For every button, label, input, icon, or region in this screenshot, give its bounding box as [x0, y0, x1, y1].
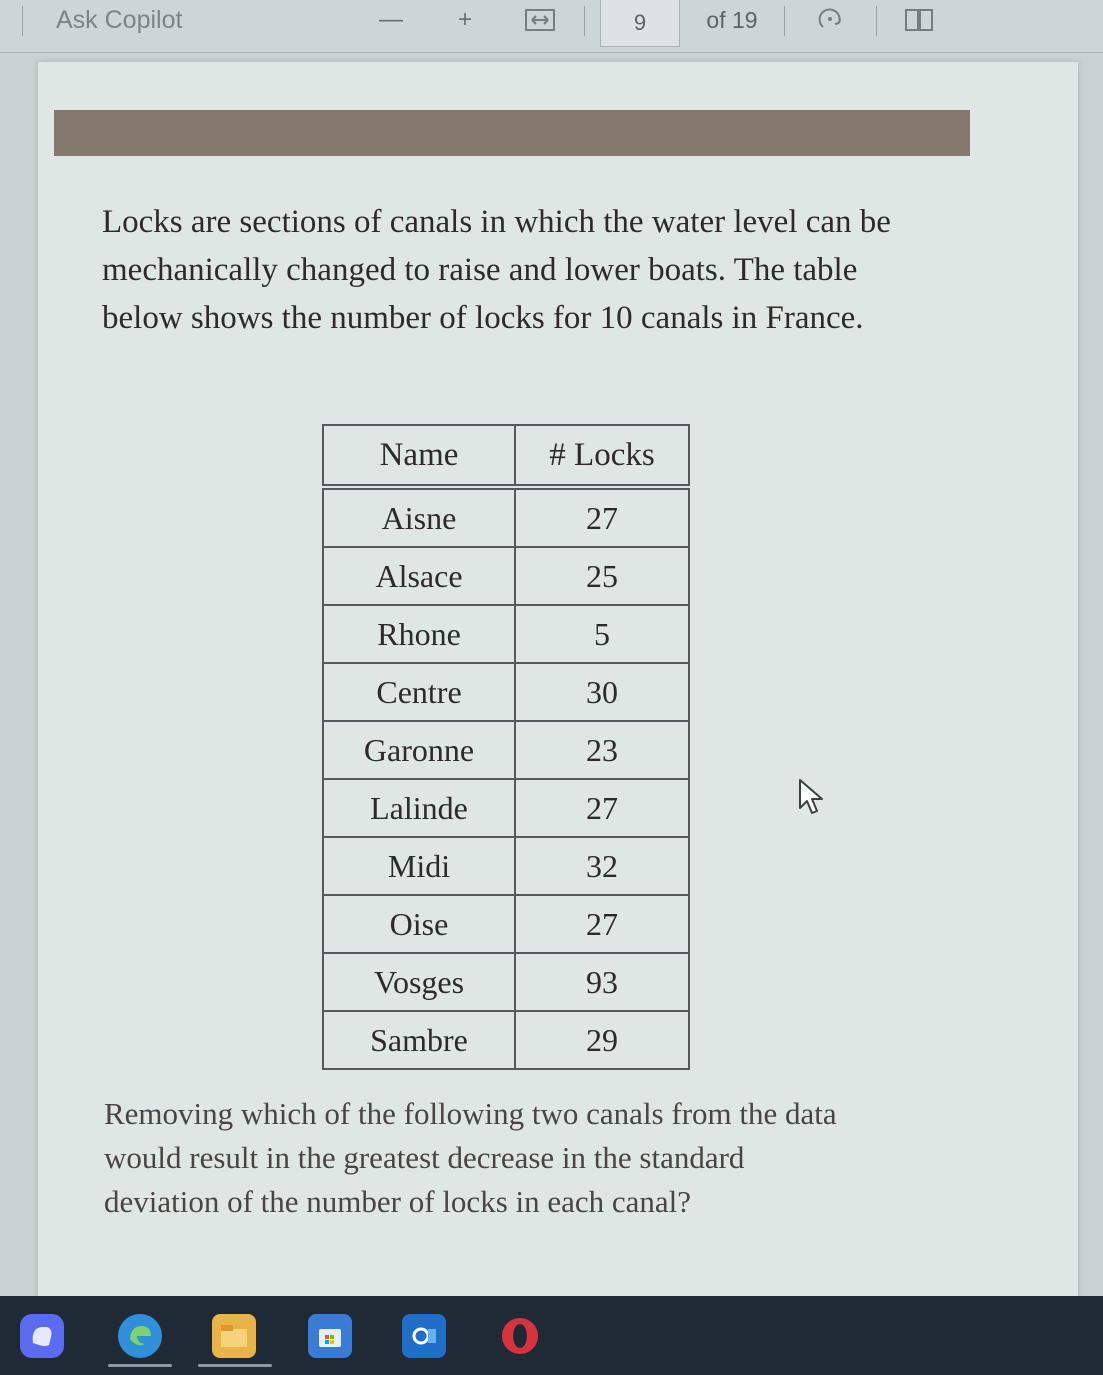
column-header-name: Name: [323, 425, 515, 487]
table-row: [323, 779, 689, 837]
table-row: [323, 663, 689, 721]
toolbar-divider: [584, 6, 585, 36]
toolbar-divider: [784, 6, 785, 36]
table-row: [323, 837, 689, 895]
zoom-out-button[interactable]: —: [379, 6, 403, 33]
column-header-locks: # Locks: [515, 425, 689, 487]
canal-name-cell: Midi: [323, 837, 515, 895]
canal-name-cell: Alsace: [323, 547, 515, 605]
header-banner: [54, 110, 970, 156]
active-app-indicator: [108, 1364, 172, 1367]
pdf-page: [38, 62, 1078, 1300]
table-row: [323, 721, 689, 779]
lock-count-cell: 25: [515, 547, 689, 605]
canal-name-cell: Oise: [323, 895, 515, 953]
outlook-icon[interactable]: [402, 1314, 446, 1358]
page-total-label: of 19: [706, 6, 758, 33]
canal-name-cell: Centre: [323, 663, 515, 721]
zoom-in-button[interactable]: +: [457, 6, 472, 33]
table-header-row: [323, 425, 689, 487]
two-page-view-icon[interactable]: [900, 0, 940, 40]
edge-icon[interactable]: [118, 1314, 162, 1358]
canal-name-cell: Aisne: [323, 487, 515, 547]
table-row: [323, 1011, 689, 1069]
file-explorer-icon[interactable]: [212, 1314, 256, 1358]
lock-count-cell: 32: [515, 837, 689, 895]
canal-name-cell: Vosges: [323, 953, 515, 1011]
mouse-cursor-icon: [798, 778, 826, 816]
fit-width-icon[interactable]: [522, 0, 558, 40]
lock-count-cell: 27: [515, 779, 689, 837]
toolbar-divider: [876, 6, 877, 36]
copilot-app-icon[interactable]: [20, 1314, 64, 1358]
table-row: [323, 605, 689, 663]
lock-count-cell: 93: [515, 953, 689, 1011]
table-row: [323, 547, 689, 605]
canal-locks-table: [322, 424, 690, 1070]
canal-name-cell: Sambre: [323, 1011, 515, 1069]
question-text: Removing which of the following two canals from the data would result in the greatest decrease in the standard deviation of the number of locks in each canal?: [104, 1096, 837, 1219]
canal-name-cell: Garonne: [323, 721, 515, 779]
lock-count-cell: 27: [515, 487, 689, 547]
lock-count-cell: 27: [515, 895, 689, 953]
active-app-indicator: [198, 1364, 272, 1367]
lock-count-cell: 5: [515, 605, 689, 663]
intro-paragraph: Locks are sections of canals in which the water level can be mechanically changed to raise and lower boats. The table below shows the number of locks for 10 canals in France.: [102, 204, 891, 336]
windows-taskbar: [0, 1296, 1103, 1375]
opera-icon[interactable]: [498, 1314, 542, 1358]
toolbar-divider: [22, 6, 23, 36]
page-number-input[interactable]: 9: [600, 0, 680, 47]
table-row: [323, 487, 689, 547]
pdf-toolbar: [0, 0, 1103, 53]
lock-count-cell: 29: [515, 1011, 689, 1069]
ask-copilot-button[interactable]: Ask Copilot: [56, 5, 183, 34]
canal-name-cell: Lalinde: [323, 779, 515, 837]
store-icon[interactable]: [308, 1314, 352, 1358]
rotate-icon[interactable]: [812, 0, 848, 40]
table-row: [323, 953, 689, 1011]
table-row: [323, 895, 689, 953]
lock-count-cell: 30: [515, 663, 689, 721]
lock-count-cell: 23: [515, 721, 689, 779]
canal-name-cell: Rhone: [323, 605, 515, 663]
